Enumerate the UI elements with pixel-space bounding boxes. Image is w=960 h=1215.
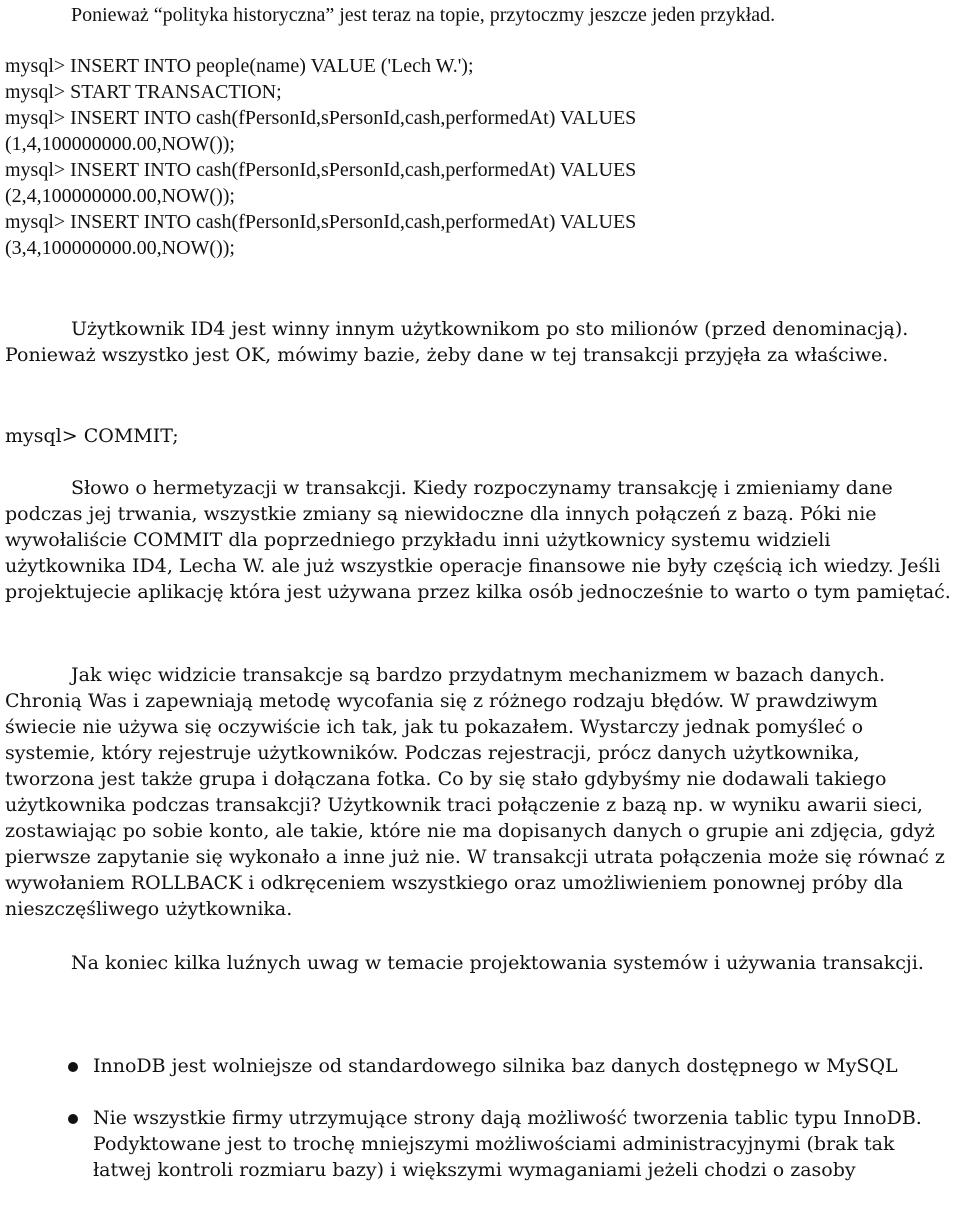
sql-line: mysql> INSERT INTO cash(fPersonId,sPersonId,cash,performedAt) VALUES bbox=[5, 107, 637, 129]
sql-line: mysql> INSERT INTO cash(fPersonId,sPersonId,cash,performedAt) VALUES bbox=[5, 211, 637, 233]
intro-paragraph: Ponieważ “polityka historyczna” jest teraz na topie, przytoczmy jeszcze jeden przykład. bbox=[71, 4, 776, 26]
list-item bbox=[0, 1053, 960, 1079]
bullet-icon bbox=[68, 1114, 78, 1124]
usefulness-paragraph: Jak więc widzicie transakcje są bardzo przydatnym mechanizmem w bazach danych. Chronią Was i zapewniają metodę wycofania się z różnego rodzaju błędów. W prawdziwym świecie nie używa się oczywiście ich tak, jak tu pokazałem. Wystarczy jednak pomyśleć o systemie, który rejestruje użytkowników. Podczas rejestracji, prócz danych użytkownika, tworzona jest także grupa i dołączana fotka. Co by się stało gdybyśmy nie dodawali takiego użytkownika podczas transakcji? Użytkownik traci połączenie z bazą np. w wyniku awarii sieci, zostawiając po sobie konto, ale takie, które nie ma dopisanych danych o grupie ani zdjęcia, gdyż pierwsze zapytanie się wykonało a inne już nie. W transakcji utrata połączenia może się równać z wywołaniem ROLLBACK i odkręceniem wszystkiego oraz umożliwieniem ponownej próby dla nieszczęśliwego użytkownika. bbox=[5, 664, 945, 920]
sql-line: (2,4,100000000.00,NOW()); bbox=[5, 185, 235, 207]
list-item-text: InnoDB jest wolniejsze od standardowego silnika baz danych dostępnego w MySQL bbox=[93, 1055, 898, 1077]
list-item bbox=[0, 1105, 960, 1183]
bullet-icon bbox=[68, 1062, 78, 1072]
isolation-paragraph: Słowo o hermetyzacji w transakcji. Kiedy rozpoczynamy transakcję i zmieniamy dane podczas jej trwania, wszystkie zmiany są niewidoczne dla innych połączeń z bazą. Póki nie wywołaliście COMMIT dla poprzedniego przykładu inni użytkownicy systemu widzieli użytkownika ID4, Lecha W. ale już wszystkie operacje finansowe nie były częścią ich wiedzy. Jeśli projektujecie aplikację która jest używana przez kilka osób jednocześnie to warto o tym pamiętać. bbox=[5, 477, 951, 603]
commit-line: mysql> COMMIT; bbox=[5, 425, 179, 447]
winner-paragraph: Użytkownik ID4 jest winny innym użytkownikom po sto milionów (przed denominacją). Ponieważ wszystko jest OK, mówimy bazie, żeby dane w tej transakcji przyjęła za właściwe. bbox=[5, 318, 909, 366]
sql-line: mysql> INSERT INTO people(name) VALUE ('Lech W.'); bbox=[5, 55, 474, 77]
list-item-text: Nie wszystkie firmy utrzymujące strony dają możliwość tworzenia tablic typu InnoDB. Podyktowane jest to trochę mniejszymi możliwościami administracyjnymi (brak tak łatwej kontroli rozmiaru bazy) i większymi wymaganiami jeżeli chodzi o zasoby bbox=[93, 1107, 922, 1181]
sql-line: mysql> START TRANSACTION; bbox=[5, 81, 282, 103]
sql-line: mysql> INSERT INTO cash(fPersonId,sPersonId,cash,performedAt) VALUES bbox=[5, 159, 637, 181]
sql-line: (1,4,100000000.00,NOW()); bbox=[5, 133, 235, 155]
notes-intro-paragraph: Na koniec kilka luźnych uwag w temacie projektowania systemów i używania transakcji. bbox=[71, 952, 924, 974]
notes-list bbox=[0, 1053, 960, 1183]
sql-insert-block bbox=[0, 53, 960, 261]
sql-line: (3,4,100000000.00,NOW()); bbox=[5, 237, 235, 259]
